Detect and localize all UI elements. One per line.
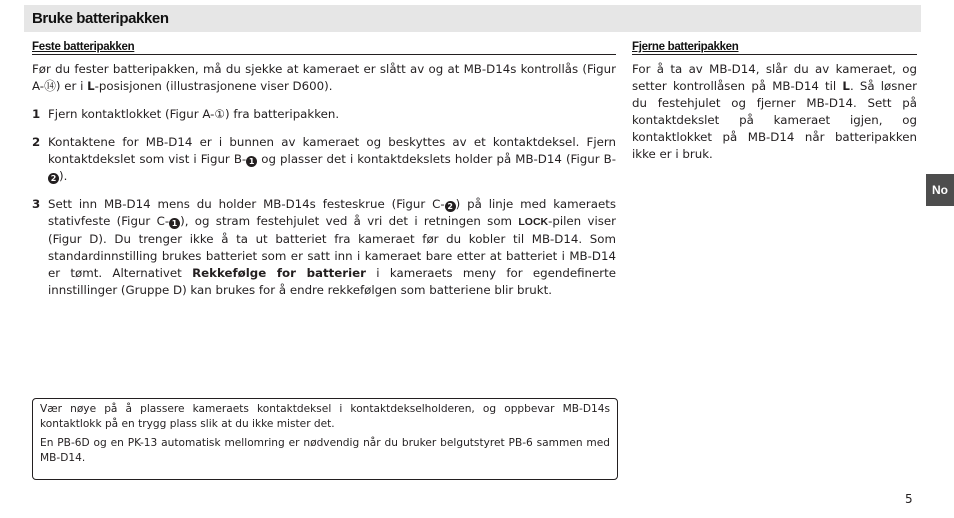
note-paragraph: Vær nøye på å plassere kameraets kontaktdeksel i kontaktdekselholderen, og oppbevar MB-D14s kontaktlokk på en trygg plass slik at du ikke mister det.: [40, 403, 610, 430]
step-text: Kontaktene for MB-D14 er i bunnen av kameraet og beskyttes av et kontaktdeksel. Fjern kontaktdekslet som vist i Figur B-: [48, 135, 616, 166]
detach-heading: Fjerne batteripakken: [632, 41, 917, 55]
step-1: [32, 106, 616, 123]
detach-body: [632, 61, 917, 163]
callout-marker-1: 1: [246, 156, 257, 167]
attach-heading: Feste batteripakken: [32, 41, 616, 55]
menu-item-name: Rekkefølge for batterier: [192, 266, 366, 280]
detach-text-part: For å ta av MB-D14, slår du av kameraet, og setter kontrollåsen på MB-D14 til: [632, 62, 917, 93]
note-paragraph: En PB-6D og en PK-13 automatisk mellomring er nødvendig når du bruker belgutstyret PB-6 sammen med MB-D14.: [40, 437, 610, 464]
lock-position-L: L: [842, 79, 850, 93]
step-text: og plasser det i kontaktdekslets holder på MB-D14 (Figur B-: [257, 152, 616, 166]
callout-marker-1: 1: [169, 218, 180, 229]
step-number: 3: [32, 197, 41, 211]
step-2: [32, 134, 616, 185]
caution-note-box: [32, 398, 618, 480]
step-text: i kameraets meny for egendefinerte innstillinger (Gruppe D) kan brukes for å endre rekkefølgen som batteriene blir brukt.: [48, 266, 617, 297]
step-text: Sett inn MB-D14 mens du holder MB-D14s festeskrue (Figur C-: [48, 197, 445, 211]
attach-intro: [32, 61, 616, 95]
step-text: ), og stram festehjulet ved å vri det i retningen som: [180, 214, 519, 228]
step-text: -pilen viser (Figur D). Du trenger ikke å ta ut batteriet fra kameraet før du kobler til MB-D14. Som standardinnstilling brukes batteriet som er satt inn i kameraet bare etter at batteriet i MB-D14 er tømt. Alternativet: [48, 214, 616, 280]
step-number: 1: [32, 107, 41, 121]
figure-marker-1: ①: [214, 107, 225, 121]
intro-text-part: ) er i: [55, 79, 88, 93]
step-text: Fjern kontaktlokket (Figur A-: [48, 107, 215, 121]
step-text: ) på linje med kameraets stativfeste (Figur C-: [48, 197, 616, 228]
callout-marker-2: 2: [445, 201, 456, 212]
attach-steps: [32, 106, 616, 310]
step-3: [32, 196, 616, 299]
page-number: 5: [905, 492, 913, 506]
step-text: ).: [59, 169, 68, 183]
section-header-bar: [24, 5, 921, 32]
intro-text-part: -posisjonen (illustrasjonene viser D600).: [94, 79, 333, 93]
step-text: ) fra batteripakken.: [225, 107, 340, 121]
lock-label: LOCK: [518, 216, 549, 228]
language-tab: No: [926, 174, 954, 206]
detach-text-part: . Så løsner du festehjulet og fjerner MB-D14. Sett på kontaktdekslet på kameraet igjen, og kontaktlokket på MB-D14 når batteripakken ikke er i bruk.: [632, 79, 917, 161]
step-number: 2: [32, 135, 41, 149]
lock-position-L: L: [87, 79, 95, 93]
intro-text-part: Før du fester batteripakken, må du sjekke at kameraet er slått av og at MB-D14s kontrollås (Figur A-: [32, 62, 616, 93]
callout-marker-2: 2: [48, 173, 59, 184]
page-title: Bruke batteripakken: [32, 10, 169, 27]
figure-marker-14: ⑭: [44, 79, 56, 93]
